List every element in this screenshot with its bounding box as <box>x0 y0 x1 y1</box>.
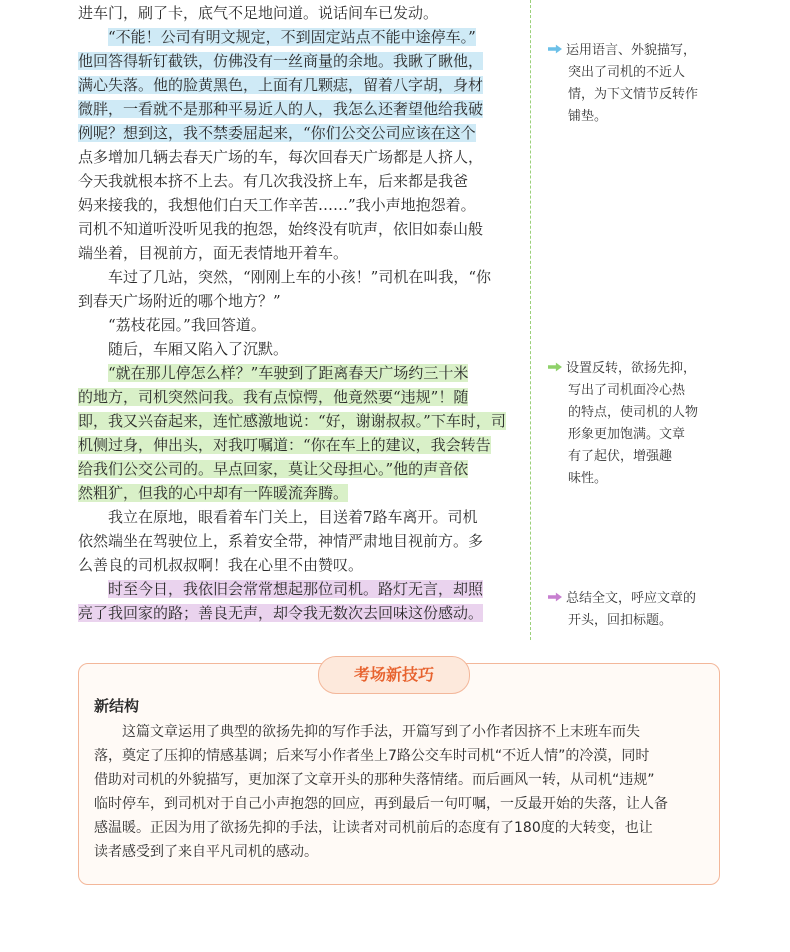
tips-tab <box>318 656 470 694</box>
story-line: 给我们公交公司的。早点回家，莫让父母担心。”他的声音依 <box>78 460 469 478</box>
story-line: “荔枝花园。”我回答道。 <box>108 316 266 334</box>
note-line: 情，为下文情节反转作 <box>568 87 699 102</box>
story-line: 我立在原地，眼看着车门关上，目送着7路车离开。司机 <box>108 508 478 526</box>
tips-line: 感温暖。正因为用了欲扬先抑的手法，让读者对司机前后的态度有了180度的大转变，也让 <box>94 820 653 836</box>
story-line: 机侧过身，伸出头，对我叮嘱道：“你在车上的建议，我会转告 <box>78 436 491 454</box>
note-line: 设置反转，欲扬先抑， <box>548 358 728 380</box>
note-line: 铺垫。 <box>568 109 608 124</box>
story-line: 进车门，刷了卡，底气不足地问道。说话间车已发动。 <box>78 4 439 22</box>
margin-divider <box>530 0 531 640</box>
note-line: 味性。 <box>568 471 608 486</box>
note-line: 的特点，使司机的人物 <box>568 405 699 420</box>
tips-line: 落，奠定了压抑的情感基调；后来写小作者坐上7路公交车时司机“不近人情”的冷漠，同时 <box>94 748 650 764</box>
arrow-right-icon <box>548 592 562 602</box>
story-line: 妈来接我的，我想他们白天工作辛苦……”我小声地抱怨着。 <box>78 196 476 214</box>
tips-line: 这篇文章运用了典型的欲扬先抑的写作手法，开篇写到了小作者因挤不上末班车而失 <box>122 724 640 740</box>
story-line: 满心失落。他的脸黄黑色，上面有几颗痣，留着八字胡，身材 <box>78 76 484 94</box>
note-line: 有了起伏，增强趣 <box>568 449 673 464</box>
story-line: 司机不知道听没听见我的抱怨，始终没有吭声，依旧如泰山般 <box>78 220 484 238</box>
note-line: 总结全文，呼应文章的 <box>548 588 728 610</box>
story-line: “不能！公司有明文规定，不到固定站点不能中途停车。” <box>108 28 476 46</box>
note-line: 形象更加饱满。文章 <box>568 427 686 442</box>
annotation-note <box>548 358 728 490</box>
tips-heading: 新结构 <box>94 697 140 715</box>
story-line: 么善良的司机叔叔啊！我在心里不由赞叹。 <box>78 556 364 574</box>
note-line: 开头，回扣标题。 <box>568 613 673 628</box>
tips-tab-title: 考场新技巧 <box>353 665 434 684</box>
arrow-right-icon <box>548 44 562 54</box>
story-line: 今天我就根本挤不上去。有几次我没挤上车，后来都是我爸 <box>78 172 469 190</box>
annotation-note <box>548 588 728 632</box>
tips-line: 借助对司机的外貌描写，更加深了文章开头的那种失落情绪。而后画风一转，从司机“违规” <box>94 772 655 788</box>
story-line: 车过了几站，突然，“刚刚上车的小孩！”司机在叫我，“你 <box>108 268 492 286</box>
story-text <box>78 0 518 625</box>
story-line: 端坐着，目视前方，面无表情地开着车。 <box>78 244 349 262</box>
story-line: 他回答得斩钉截铁，仿佛没有一丝商量的余地。我瞅了瞅他， <box>78 52 484 70</box>
note-line: 写出了司机面冷心热 <box>568 383 686 398</box>
note-line: 运用语言、外貌描写， <box>548 40 728 62</box>
story-line: 点多增加几辆去春天广场的车，每次回春天广场都是人挤人， <box>78 148 484 166</box>
story-line: 即，我又兴奋起来，连忙感激地说：“好，谢谢叔叔。”下车时，司 <box>78 412 506 430</box>
tips-content <box>94 694 714 864</box>
story-line: 微胖，一看就不是那种平易近人的人，我怎么还奢望他给我破 <box>78 100 484 118</box>
story-line: 的地方，司机突然问我。我有点惊愕，他竟然要“违规”！随 <box>78 388 469 406</box>
story-line: 到春天广场附近的哪个地方？” <box>78 292 281 310</box>
story-line: 亮了我回家的路；善良无声，却令我无数次去回味这份感动。 <box>78 604 484 622</box>
story-line: 例呢？想到这，我不禁委屈起来，“你们公交公司应该在这个 <box>78 124 476 142</box>
story-line: 然粗犷，但我的心中却有一阵暖流奔腾。 <box>78 484 349 502</box>
story-line: 时至今日，我依旧会常常想起那位司机。路灯无言，却照 <box>108 580 484 598</box>
note-line: 突出了司机的不近人 <box>568 65 686 80</box>
tips-line: 读者感受到了来自平凡司机的感动。 <box>94 844 318 860</box>
story-line: “就在那儿停怎么样？”车驶到了距离春天广场约三十米 <box>108 364 469 382</box>
annotation-note <box>548 40 728 128</box>
tips-line: 临时停车，到司机对于自己小声抱怨的回应，再到最后一句叮嘱，一反最开始的失落，让人备 <box>94 796 668 812</box>
arrow-right-icon <box>548 362 562 372</box>
story-line: 随后，车厢又陷入了沉默。 <box>108 340 289 358</box>
story-line: 依然端坐在驾驶位上，系着安全带，神情严肃地目视前方。多 <box>78 532 484 550</box>
